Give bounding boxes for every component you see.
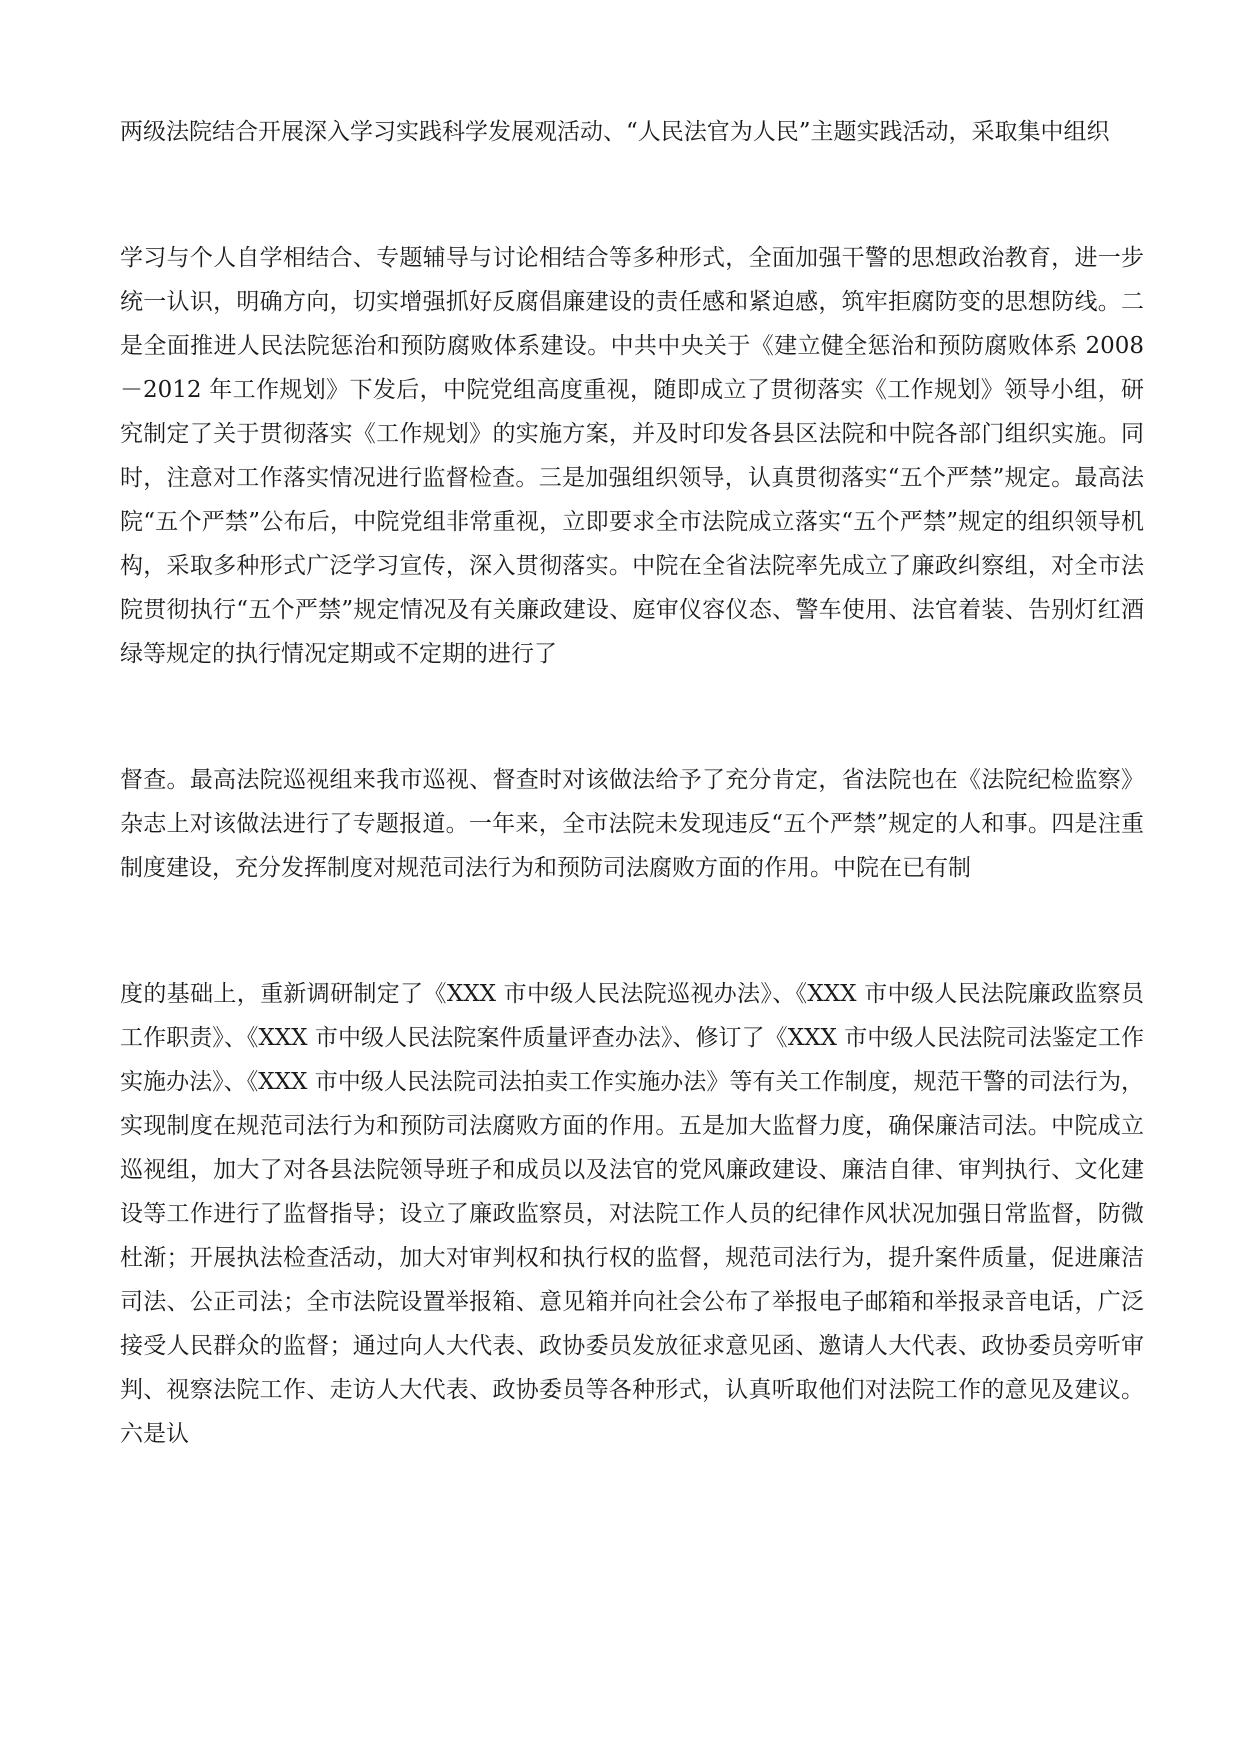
paragraph-2: 学习与个人自学相结合、专题辅导与讨论相结合等多种形式，全面加强干警的思想政治教育，进一步统一认识，明确方向，切实增强抓好反腐倡廉建设的责任感和紧迫感，筑牢拒腐防变的思想防线。二是全面推进人民法院惩治和预防腐败体系建设。中共中央关于《建立健全惩治和预防腐败体系 2008－2012 年工作规划》下发后，中院党组高度重视，随即成立了贯彻落实《工作规划》领导小组，研究制定了关于贯彻落实《工作规划》的实施方案，并及时印发各县区法院和中院各部门组织实施。同时，注意对工作落实情况进行监督检查。三是加强组织领导，认真贯彻落实“五个严禁”规定。最高法院“五个严禁”公布后，中院党组非常重视，立即要求全市法院成立落实“五个严禁”规定的组织领导机构，采取多种形式广泛学习宣传，深入贯彻落实。中院在全省法院率先成立了廉政纠察组，对全市法院贯彻执行“五个严禁”规定情况及有关廉政建设、庭审仪容仪态、警车使用、法官着装、告别灯红酒绿等规定的执行情况定期或不定期的进行了	[120, 245, 1144, 667]
document-page	[120, 110, 1144, 1456]
paragraph-3: 督查。最高法院巡视组来我市巡视、督查时对该做法给予了充分肯定，省法院也在《法院纪检监察》杂志上对该做法进行了专题报道。一年来，全市法院未发现违反“五个严禁”规定的人和事。四是注重制度建设，充分发挥制度对规范司法行为和预防司法腐败方面的作用。中院在已有制	[120, 767, 1144, 881]
paragraph-1: 两级法院结合开展深入学习实践科学发展观活动、“人民法官为人民”主题实践活动，采取集中组织	[120, 119, 1110, 145]
paragraph-4: 度的基础上，重新调研制定了《XXX 市中级人民法院巡视办法》、《XXX 市中级人民法院廉政监察员工作职责》、《XXX 市中级人民法院案件质量评查办法》、修订了《XXX 市中级人民法院司法鉴定工作实施办法》、《XXX 市中级人民法院司法拍卖工作实施办法》等有关工作制度，规范干警的司法行为，实现制度在规范司法行为和预防司法腐败方面的作用。五是加大监督力度，确保廉洁司法。中院成立巡视组，加大了对各县法院领导班子和成员以及法官的党风廉政建设、廉洁自律、审判执行、文化建设等工作进行了监督指导；设立了廉政监察员，对法院工作人员的纪律作风状况加强日常监督，防微杜渐；开展执法检查活动，加大对审判权和执行权的监督，规范司法行为，提升案件质量，促进廉洁司法、公正司法；全市法院设置举报箱、意见箱并向社会公布了举报电子邮箱和举报录音电话，广泛接受人民群众的监督；通过向人大代表、政协委员发放征求意见函、邀请人大代表、政协委员旁听审判、视察法院工作、走访人大代表、政协委员等各种形式，认真听取他们对法院工作的意见及建议。六是认	[120, 981, 1144, 1447]
